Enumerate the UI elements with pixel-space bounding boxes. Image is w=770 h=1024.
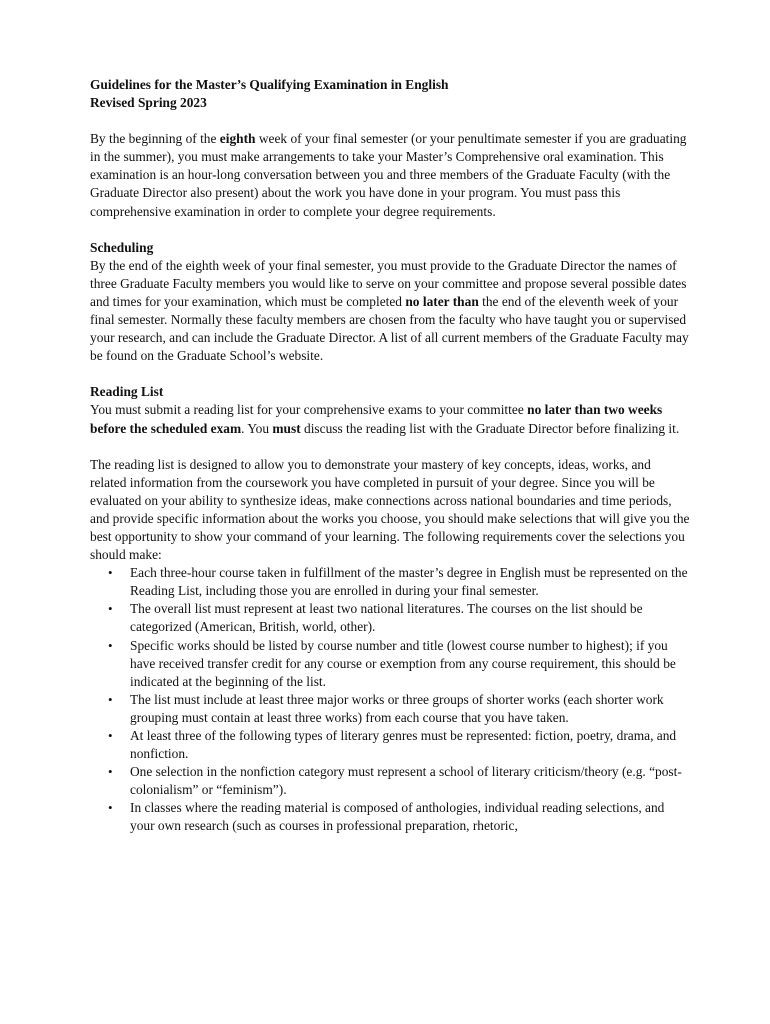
list-item: • The list must include at least three major works or three groups of shorter works (each shorter work grouping must contain at least three works) from each course that you have taken. bbox=[90, 691, 690, 727]
reading-list-paragraph: You must submit a reading list for your comprehensive exams to your committee no later than two weeks before the scheduled exam. You must discuss the reading list with the Graduate Director before finalizing it. bbox=[90, 402, 680, 436]
list-item: • Each three-hour course taken in fulfillment of the master’s degree in English must be represented on the Reading List, including those you are enrolled in during your final semester. bbox=[90, 564, 690, 600]
list-item: • The overall list must represent at least two national literatures. The courses on the list should be categorized (American, British, world, other). bbox=[90, 600, 690, 636]
document-title: Guidelines for the Master’s Qualifying Examination in English bbox=[90, 77, 449, 92]
requirements-list bbox=[90, 564, 690, 835]
reading-list-heading: Reading List bbox=[90, 384, 164, 400]
document-page bbox=[90, 76, 690, 836]
list-item: • Specific works should be listed by course number and title (lowest course number to highest); if you have received transfer credit for any course or exemption from any course requirement, this should be indicated at the beginning of the list. bbox=[90, 637, 690, 691]
scheduling-paragraph: By the end of the eighth week of your final semester, you must provide to the Graduate Director the names of three Graduate Faculty members you would like to serve on your committee and propose several possible dates and times for your examination, which must be completed no later than the end of the eleventh week of your final semester. Normally these faculty members are chosen from the faculty who have taught you or supervised your research, and can include the Graduate Director. A list of all current members of the Graduate Faculty may be found on the Graduate School’s website. bbox=[90, 257, 689, 364]
revision-date: Revised Spring 2023 bbox=[90, 95, 207, 111]
reading-list-purpose-paragraph: The reading list is designed to allow you to demonstrate your mastery of key concepts, ideas, works, and related information from the coursework you have completed in pursuit of your degree. Since you will be evaluated on your ability to synthesize ideas, make connections across national boundaries and time periods, and provide specific information about the works you choose, you should make selections that will give you the best opportunity to show your command of your learning. The following requirements cover the selections you should make: bbox=[90, 456, 690, 563]
list-item: • One selection in the nonfiction category must represent a school of literary criticism/theory (e.g. “post-colonialism” or “feminism”). bbox=[90, 763, 690, 799]
list-item: • At least three of the following types of literary genres must be represented: fiction, poetry, drama, and nonfiction. bbox=[90, 727, 690, 763]
scheduling-heading: Scheduling bbox=[90, 239, 154, 255]
list-item: • In classes where the reading material is composed of anthologies, individual reading selections, and your own research (such as courses in professional preparation, rhetoric, bbox=[90, 799, 690, 835]
intro-paragraph: By the beginning of the eighth week of your final semester (or your penultimate semester if you are graduating in the summer), you must make arrangements to take your Master’s Comprehensive oral examination. This examination is an hour-long conversation between you and three members of the Graduate Faculty (with the Graduate Director also present) about the work you have done in your program. You must pass this comprehensive examination in order to complete your degree requirements. bbox=[90, 131, 687, 219]
